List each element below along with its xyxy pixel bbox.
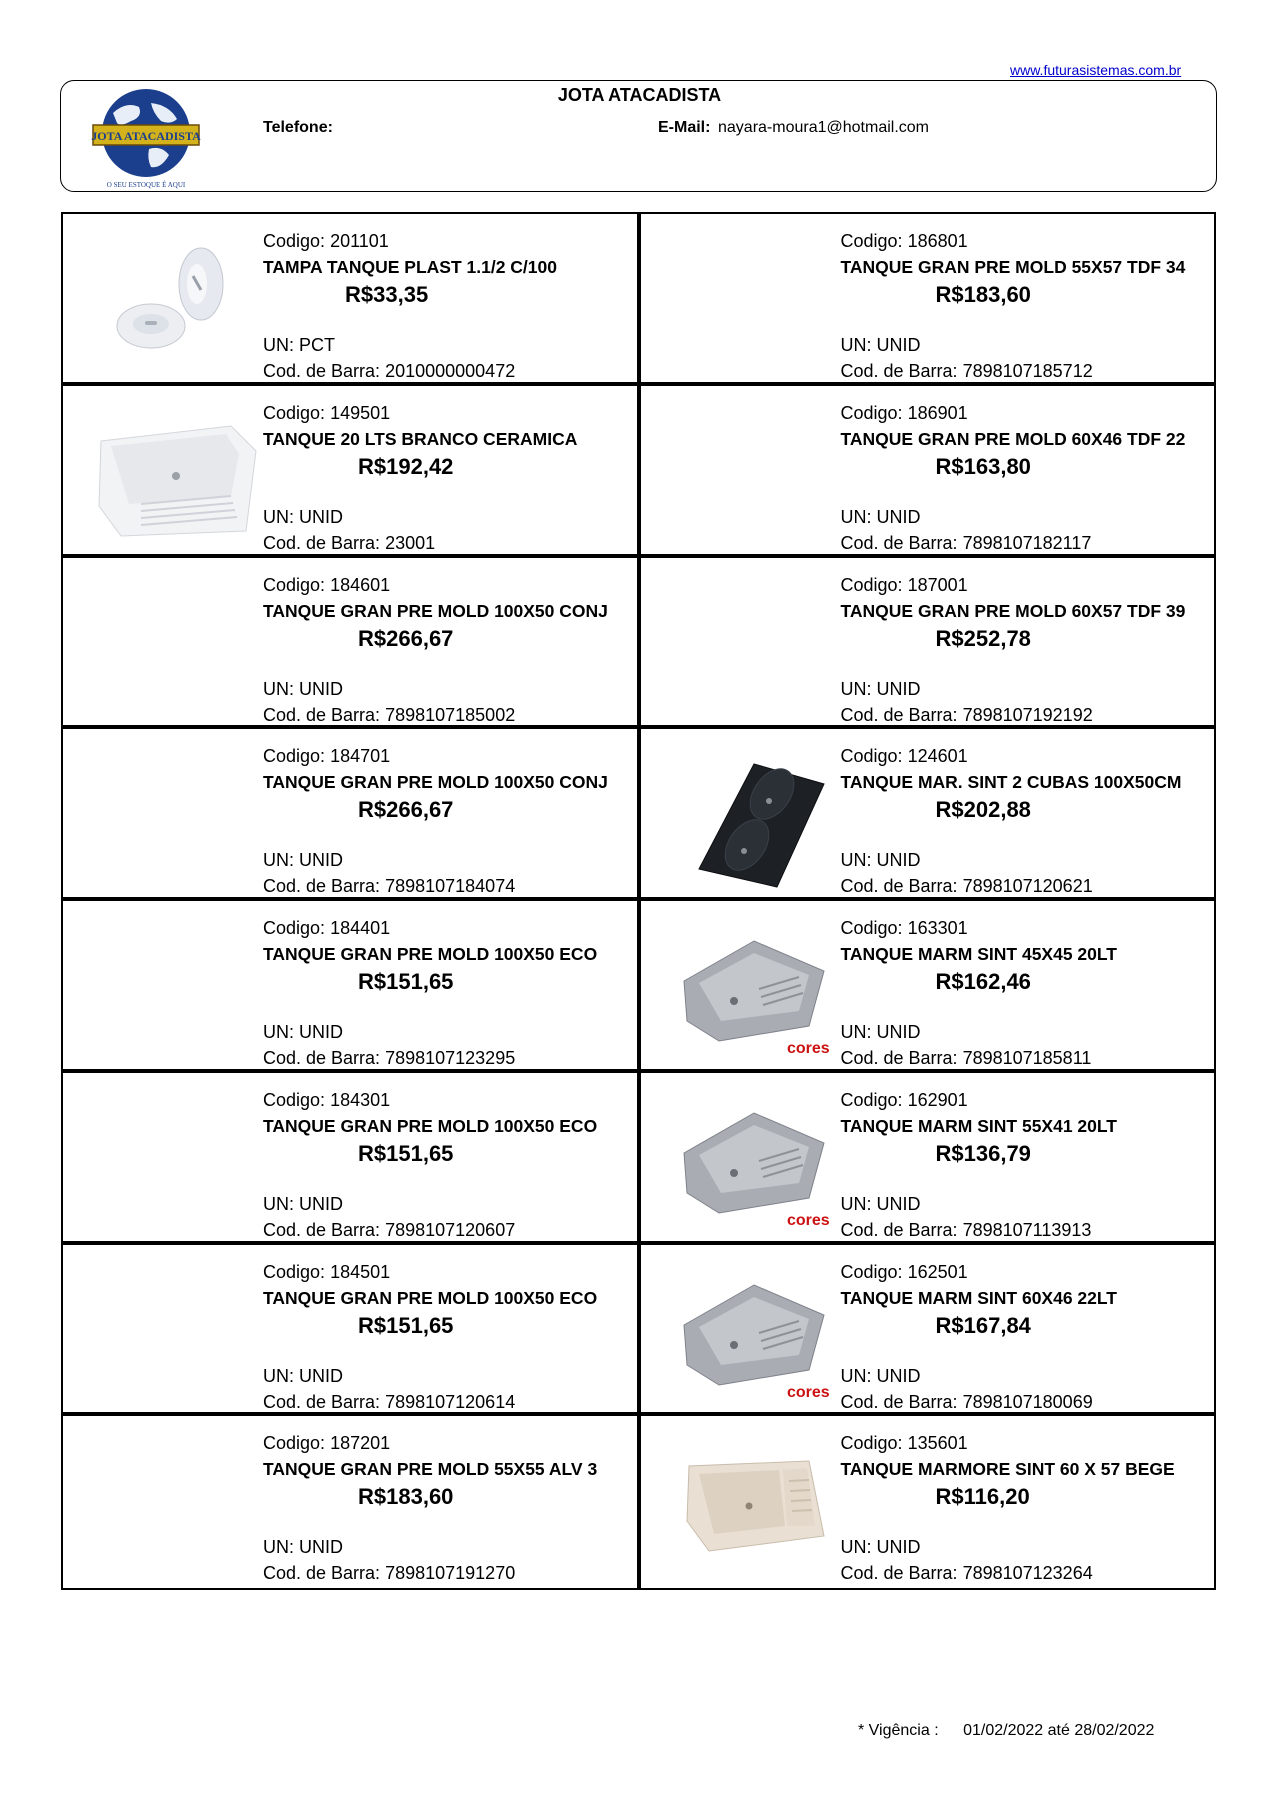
product-barcode-line: Cod. de Barra: 7898107120621 bbox=[840, 876, 1093, 897]
product-unit-line: UN: UNID bbox=[840, 1537, 921, 1558]
product-info bbox=[263, 400, 637, 556]
product-code-line: Codigo: 163301 bbox=[840, 918, 968, 938]
product-code-line: Codigo: 184601 bbox=[263, 574, 391, 595]
product-price: R$116,20 bbox=[935, 1484, 1030, 1510]
product-barcode-line: Cod. de Barra: 7898107191270 bbox=[263, 1563, 516, 1584]
product-barcode-line: Cod. de Barra: 7898107192192 bbox=[840, 704, 1093, 725]
product-info bbox=[841, 743, 1215, 899]
product-unit-line: UN: PCT bbox=[263, 335, 336, 355]
validity-dates: 01/02/2022 até 28/02/2022 bbox=[963, 1722, 1155, 1739]
product-card bbox=[639, 1416, 1215, 1588]
email-label: E-Mail: bbox=[658, 119, 711, 136]
product-price: R$252,78 bbox=[935, 625, 1031, 651]
product-price: R$163,80 bbox=[935, 453, 1031, 479]
product-info bbox=[263, 572, 637, 728]
product-unit-line: UN: UNID bbox=[840, 678, 921, 699]
product-info bbox=[263, 1087, 637, 1243]
gray-tank-icon bbox=[659, 1083, 844, 1233]
product-barcode-line: Cod. de Barra: 7898107184074 bbox=[263, 876, 516, 897]
product-name: TANQUE GRAN PRE MOLD 60X46 TDF 22 bbox=[840, 428, 1186, 449]
gray-tank-icon bbox=[659, 911, 844, 1061]
product-unit-line: UN: UNID bbox=[840, 1365, 921, 1386]
product-card bbox=[63, 1245, 639, 1417]
product-code-line: Codigo: 186901 bbox=[840, 402, 968, 423]
beige-tank-icon bbox=[659, 1426, 844, 1576]
product-price: R$183,60 bbox=[935, 282, 1031, 307]
product-code-line: Codigo: 184401 bbox=[263, 918, 391, 938]
product-barcode-line: Cod. de Barra: 23001 bbox=[263, 532, 436, 553]
product-price: R$167,84 bbox=[935, 1312, 1031, 1338]
product-barcode-line: Cod. de Barra: 7898107120614 bbox=[263, 1391, 516, 1412]
validity-footer bbox=[858, 1722, 1174, 1740]
product-code-line: Codigo: 184501 bbox=[263, 1261, 391, 1282]
product-unit-line: UN: UNID bbox=[263, 850, 344, 871]
product-unit-line: UN: UNID bbox=[263, 1365, 344, 1386]
product-code-line: Codigo: 149501 bbox=[263, 402, 391, 423]
product-name: TANQUE GRAN PRE MOLD 100X50 CONJ bbox=[263, 772, 608, 793]
store-header bbox=[60, 80, 1217, 192]
product-barcode-line: Cod. de Barra: 7898107113913 bbox=[840, 1219, 1092, 1240]
product-card bbox=[63, 214, 639, 386]
email-value: nayara-moura1@hotmail.com bbox=[718, 119, 929, 136]
product-price: R$151,65 bbox=[358, 969, 454, 994]
gray-tank-icon bbox=[659, 1255, 844, 1405]
product-unit-line: UN: UNID bbox=[840, 335, 921, 355]
product-info bbox=[841, 228, 1215, 384]
product-card bbox=[63, 1073, 639, 1245]
product-code-line: Codigo: 184301 bbox=[263, 1089, 391, 1110]
brand-logo-text: cores bbox=[786, 1383, 830, 1401]
product-code-line: Codigo: 162901 bbox=[840, 1089, 968, 1110]
product-name: TANQUE GRAN PRE MOLD 60X57 TDF 39 bbox=[840, 600, 1186, 621]
white-tank-icon bbox=[81, 396, 266, 546]
company-name: JOTA ATACADISTA bbox=[557, 85, 722, 105]
product-code-line: Codigo: 187001 bbox=[840, 574, 968, 595]
product-price: R$266,67 bbox=[358, 625, 454, 651]
product-unit-line: UN: UNID bbox=[263, 1022, 344, 1042]
product-code-line: Codigo: 184701 bbox=[263, 746, 391, 767]
website-link[interactable]: www.futurasistemas.com.br bbox=[1010, 62, 1182, 78]
product-barcode-line: Cod. de Barra: 2010000000472 bbox=[263, 361, 516, 381]
product-info bbox=[263, 228, 637, 384]
product-card bbox=[63, 729, 639, 901]
product-unit-line: UN: UNID bbox=[263, 1537, 344, 1558]
product-barcode-line: Cod. de Barra: 7898107182117 bbox=[840, 532, 1092, 553]
product-unit-line: UN: UNID bbox=[263, 506, 344, 527]
product-name: TANQUE GRAN PRE MOLD 55X55 ALV 3 bbox=[263, 1459, 598, 1480]
product-info bbox=[841, 915, 1215, 1071]
product-code-line: Codigo: 135601 bbox=[840, 1433, 968, 1454]
product-barcode-line: Cod. de Barra: 7898107123264 bbox=[840, 1563, 1093, 1584]
product-barcode-line: Cod. de Barra: 7898107185811 bbox=[840, 1048, 1092, 1068]
product-price: R$162,46 bbox=[935, 969, 1031, 994]
product-name: TANQUE GRAN PRE MOLD 100X50 ECO bbox=[263, 944, 598, 964]
product-price: R$151,65 bbox=[358, 1140, 454, 1166]
product-card bbox=[639, 1245, 1215, 1417]
product-card bbox=[63, 558, 639, 730]
product-card bbox=[639, 214, 1215, 386]
product-info bbox=[841, 400, 1215, 556]
product-card bbox=[639, 558, 1215, 730]
product-grid bbox=[61, 212, 1216, 1590]
product-card bbox=[639, 729, 1215, 901]
product-info bbox=[263, 1259, 637, 1415]
product-barcode-line: Cod. de Barra: 7898107120607 bbox=[263, 1219, 516, 1240]
product-price: R$192,42 bbox=[358, 453, 454, 479]
product-unit-line: UN: UNID bbox=[263, 678, 344, 699]
product-price: R$33,35 bbox=[345, 282, 429, 307]
product-code-line: Codigo: 124601 bbox=[840, 746, 968, 767]
product-price: R$151,65 bbox=[358, 1312, 454, 1338]
product-code-line: Codigo: 186801 bbox=[840, 231, 968, 251]
product-price: R$202,88 bbox=[935, 797, 1031, 823]
product-barcode-line: Cod. de Barra: 7898107185712 bbox=[840, 361, 1093, 381]
product-code-line: Codigo: 187201 bbox=[263, 1433, 391, 1454]
product-name: TAMPA TANQUE PLAST 1.1/2 C/100 bbox=[263, 257, 557, 277]
brand-logo-text: cores bbox=[786, 1211, 830, 1229]
product-code-line: Codigo: 201101 bbox=[263, 231, 389, 251]
product-barcode-line: Cod. de Barra: 7898107185002 bbox=[263, 704, 516, 725]
product-info bbox=[263, 915, 637, 1071]
product-info bbox=[841, 1430, 1215, 1586]
phone-label: Telefone: bbox=[263, 119, 333, 136]
product-info bbox=[841, 1087, 1215, 1243]
product-unit-line: UN: UNID bbox=[840, 1022, 921, 1042]
product-unit-line: UN: UNID bbox=[840, 1193, 921, 1214]
product-unit-line: UN: UNID bbox=[263, 1193, 344, 1214]
product-card bbox=[63, 901, 639, 1073]
product-name: TANQUE MARM SINT 60X46 22LT bbox=[840, 1287, 1117, 1308]
svg-text:JOTA ATACADISTA: JOTA ATACADISTA bbox=[91, 129, 201, 143]
product-card bbox=[639, 386, 1215, 558]
product-unit-line: UN: UNID bbox=[840, 506, 921, 527]
product-name: TANQUE MAR. SINT 2 CUBAS 100X50CM bbox=[840, 772, 1182, 793]
product-name: TANQUE 20 LTS BRANCO CERAMICA bbox=[263, 428, 578, 449]
brand-logo-text: cores bbox=[786, 1040, 830, 1057]
product-card bbox=[63, 386, 639, 558]
double-sink-icon bbox=[659, 739, 844, 889]
product-info bbox=[841, 1259, 1215, 1415]
product-info bbox=[263, 743, 637, 899]
product-name: TANQUE GRAN PRE MOLD 100X50 ECO bbox=[263, 1115, 598, 1136]
product-info bbox=[263, 1430, 637, 1586]
product-name: TANQUE MARMORE SINT 60 X 57 BEGE bbox=[840, 1459, 1175, 1480]
product-name: TANQUE MARM SINT 45X45 20LT bbox=[840, 944, 1117, 964]
product-card bbox=[639, 1073, 1215, 1245]
product-barcode-line: Cod. de Barra: 7898107180069 bbox=[840, 1391, 1093, 1412]
cap-icon bbox=[81, 224, 266, 374]
validity-label: * Vigência : bbox=[858, 1722, 939, 1739]
svg-text:O SEU ESTOQUE É AQUI: O SEU ESTOQUE É AQUI bbox=[106, 181, 186, 189]
product-info bbox=[841, 572, 1215, 728]
product-price: R$136,79 bbox=[935, 1140, 1031, 1166]
product-name: TANQUE GRAN PRE MOLD 100X50 ECO bbox=[263, 1287, 598, 1308]
product-code-line: Codigo: 162501 bbox=[840, 1261, 968, 1282]
product-price: R$183,60 bbox=[358, 1484, 454, 1510]
product-unit-line: UN: UNID bbox=[840, 850, 921, 871]
product-card bbox=[639, 901, 1215, 1073]
product-name: TANQUE MARM SINT 55X41 20LT bbox=[840, 1115, 1117, 1136]
product-card bbox=[63, 1416, 639, 1588]
product-barcode-line: Cod. de Barra: 7898107123295 bbox=[263, 1048, 516, 1068]
product-name: TANQUE GRAN PRE MOLD 55X57 TDF 34 bbox=[840, 257, 1186, 277]
product-price: R$266,67 bbox=[358, 797, 454, 823]
product-name: TANQUE GRAN PRE MOLD 100X50 CONJ bbox=[263, 600, 608, 621]
